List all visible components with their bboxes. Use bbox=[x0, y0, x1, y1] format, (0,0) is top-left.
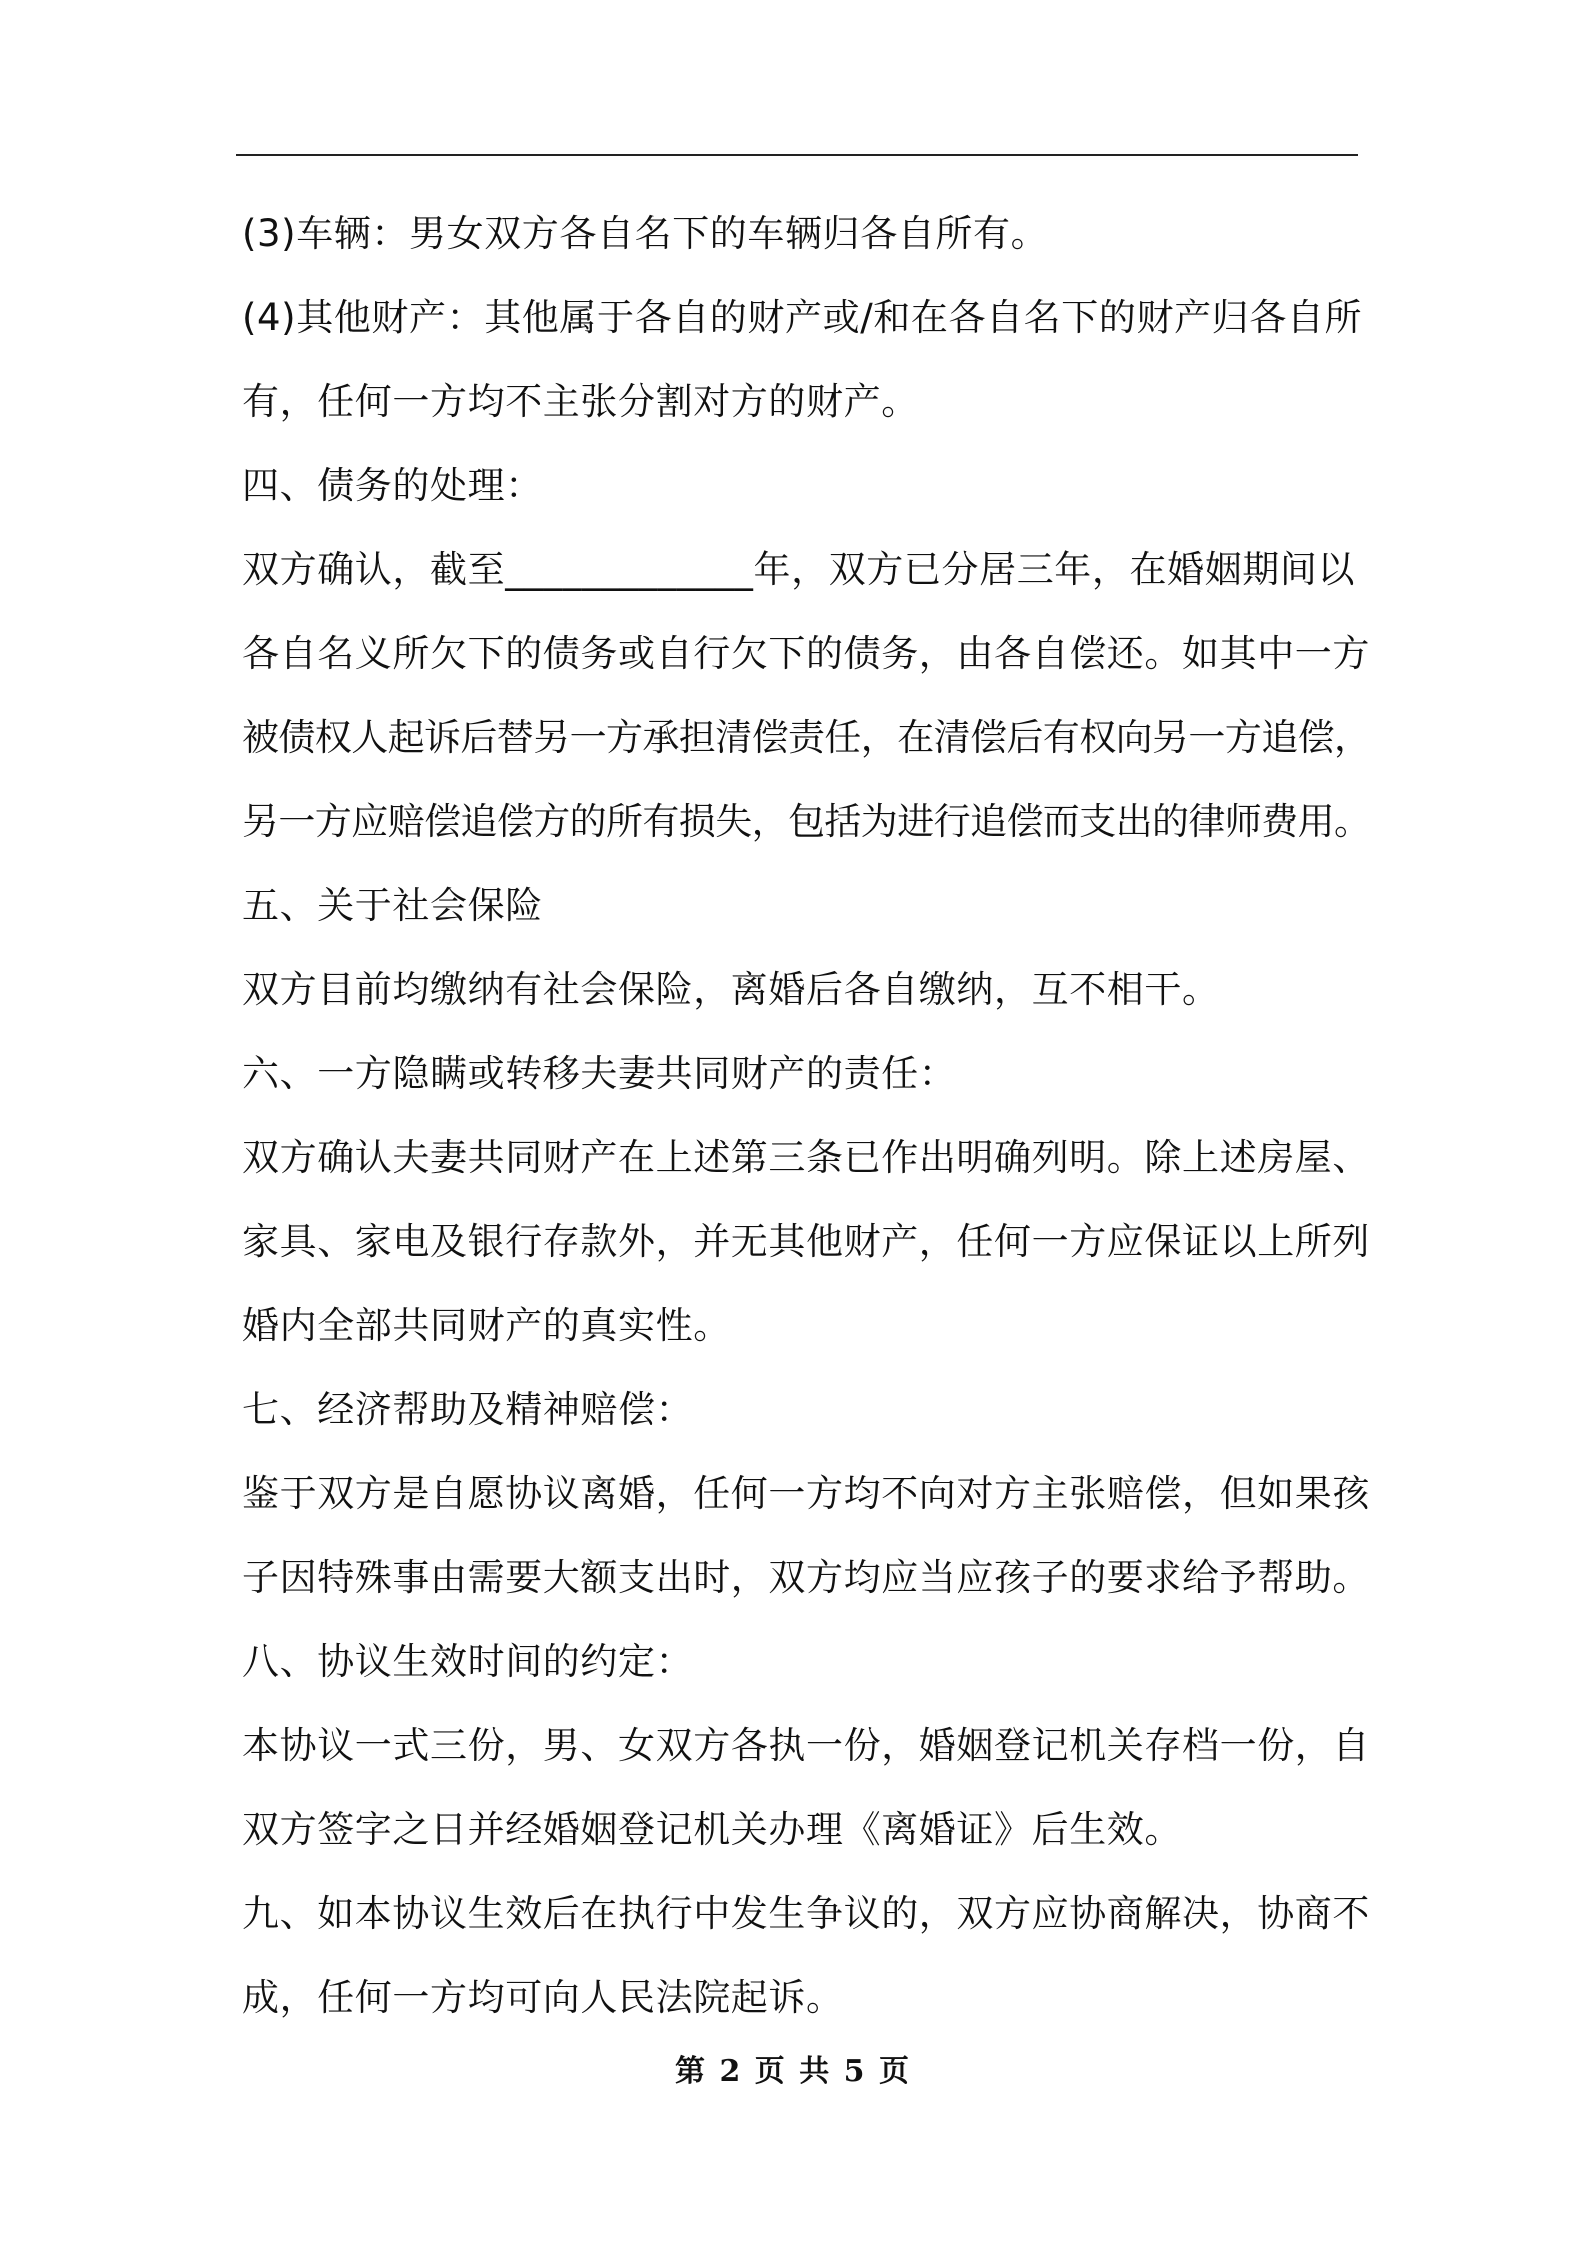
paragraph-line: 双方确认，截至_____________年，双方已分居三年，在婚姻期间以 bbox=[242, 548, 1356, 591]
section-heading: 八、协议生效时间的约定： bbox=[242, 1640, 694, 1683]
paragraph-line: 有，任何一方均不主张分割对方的财产。 bbox=[242, 380, 919, 423]
paragraph-line: 家具、家电及银行存款外，并无其他财产，任何一方应保证以上所列 bbox=[242, 1220, 1370, 1263]
paragraph-line: 本协议一式三份，男、女双方各执一份，婚姻登记机关存档一份，自 bbox=[242, 1724, 1370, 1767]
paragraph-line: (4)其他财产：其他属于各自的财产或/和在各自名下的财产归各自所 bbox=[242, 296, 1363, 339]
document-body bbox=[242, 192, 1371, 2040]
paragraph-line: (3)车辆：男女双方各自名下的车辆归各自所有。 bbox=[242, 212, 1049, 255]
header-rule bbox=[236, 154, 1358, 156]
section-heading: 五、关于社会保险 bbox=[242, 884, 543, 927]
section-heading: 四、债务的处理： bbox=[242, 464, 543, 507]
paragraph-line: 被债权人起诉后替另一方承担清偿责任，在清偿后有权向另一方追偿， bbox=[242, 716, 1371, 759]
paragraph-line: 另一方应赔偿追偿方的所有损失，包括为进行追偿而支出的律师费用。 bbox=[242, 800, 1371, 843]
paragraph-line: 双方目前均缴纳有社会保险，离婚后各自缴纳，互不相干。 bbox=[242, 968, 1220, 1011]
paragraph-line: 成，任何一方均可向人民法院起诉。 bbox=[242, 1976, 844, 2019]
section-heading: 六、一方隐瞒或转移夫妻共同财产的责任： bbox=[242, 1052, 957, 1095]
paragraph-line: 婚内全部共同财产的真实性。 bbox=[242, 1304, 731, 1347]
paragraph-line: 子因特殊事由需要大额支出时，双方均应当应孩子的要求给予帮助。 bbox=[242, 1556, 1370, 1599]
paragraph-line: 双方签字之日并经婚姻登记机关办理《离婚证》后生效。 bbox=[242, 1808, 1182, 1851]
paragraph-line: 鉴于双方是自愿协议离婚，任何一方均不向对方主张赔偿，但如果孩 bbox=[242, 1472, 1370, 1515]
section-heading: 九、如本协议生效后在执行中发生争议的，双方应协商解决，协商不 bbox=[242, 1892, 1370, 1935]
page-number-footer: 第 2 页 共 5 页 bbox=[675, 2054, 911, 2089]
paragraph-line: 双方确认夫妻共同财产在上述第三条已作出明确列明。除上述房屋、 bbox=[242, 1136, 1370, 1179]
paragraph-line: 各自名义所欠下的债务或自行欠下的债务，由各自偿还。如其中一方 bbox=[242, 632, 1370, 675]
section-heading: 七、经济帮助及精神赔偿： bbox=[242, 1388, 694, 1431]
